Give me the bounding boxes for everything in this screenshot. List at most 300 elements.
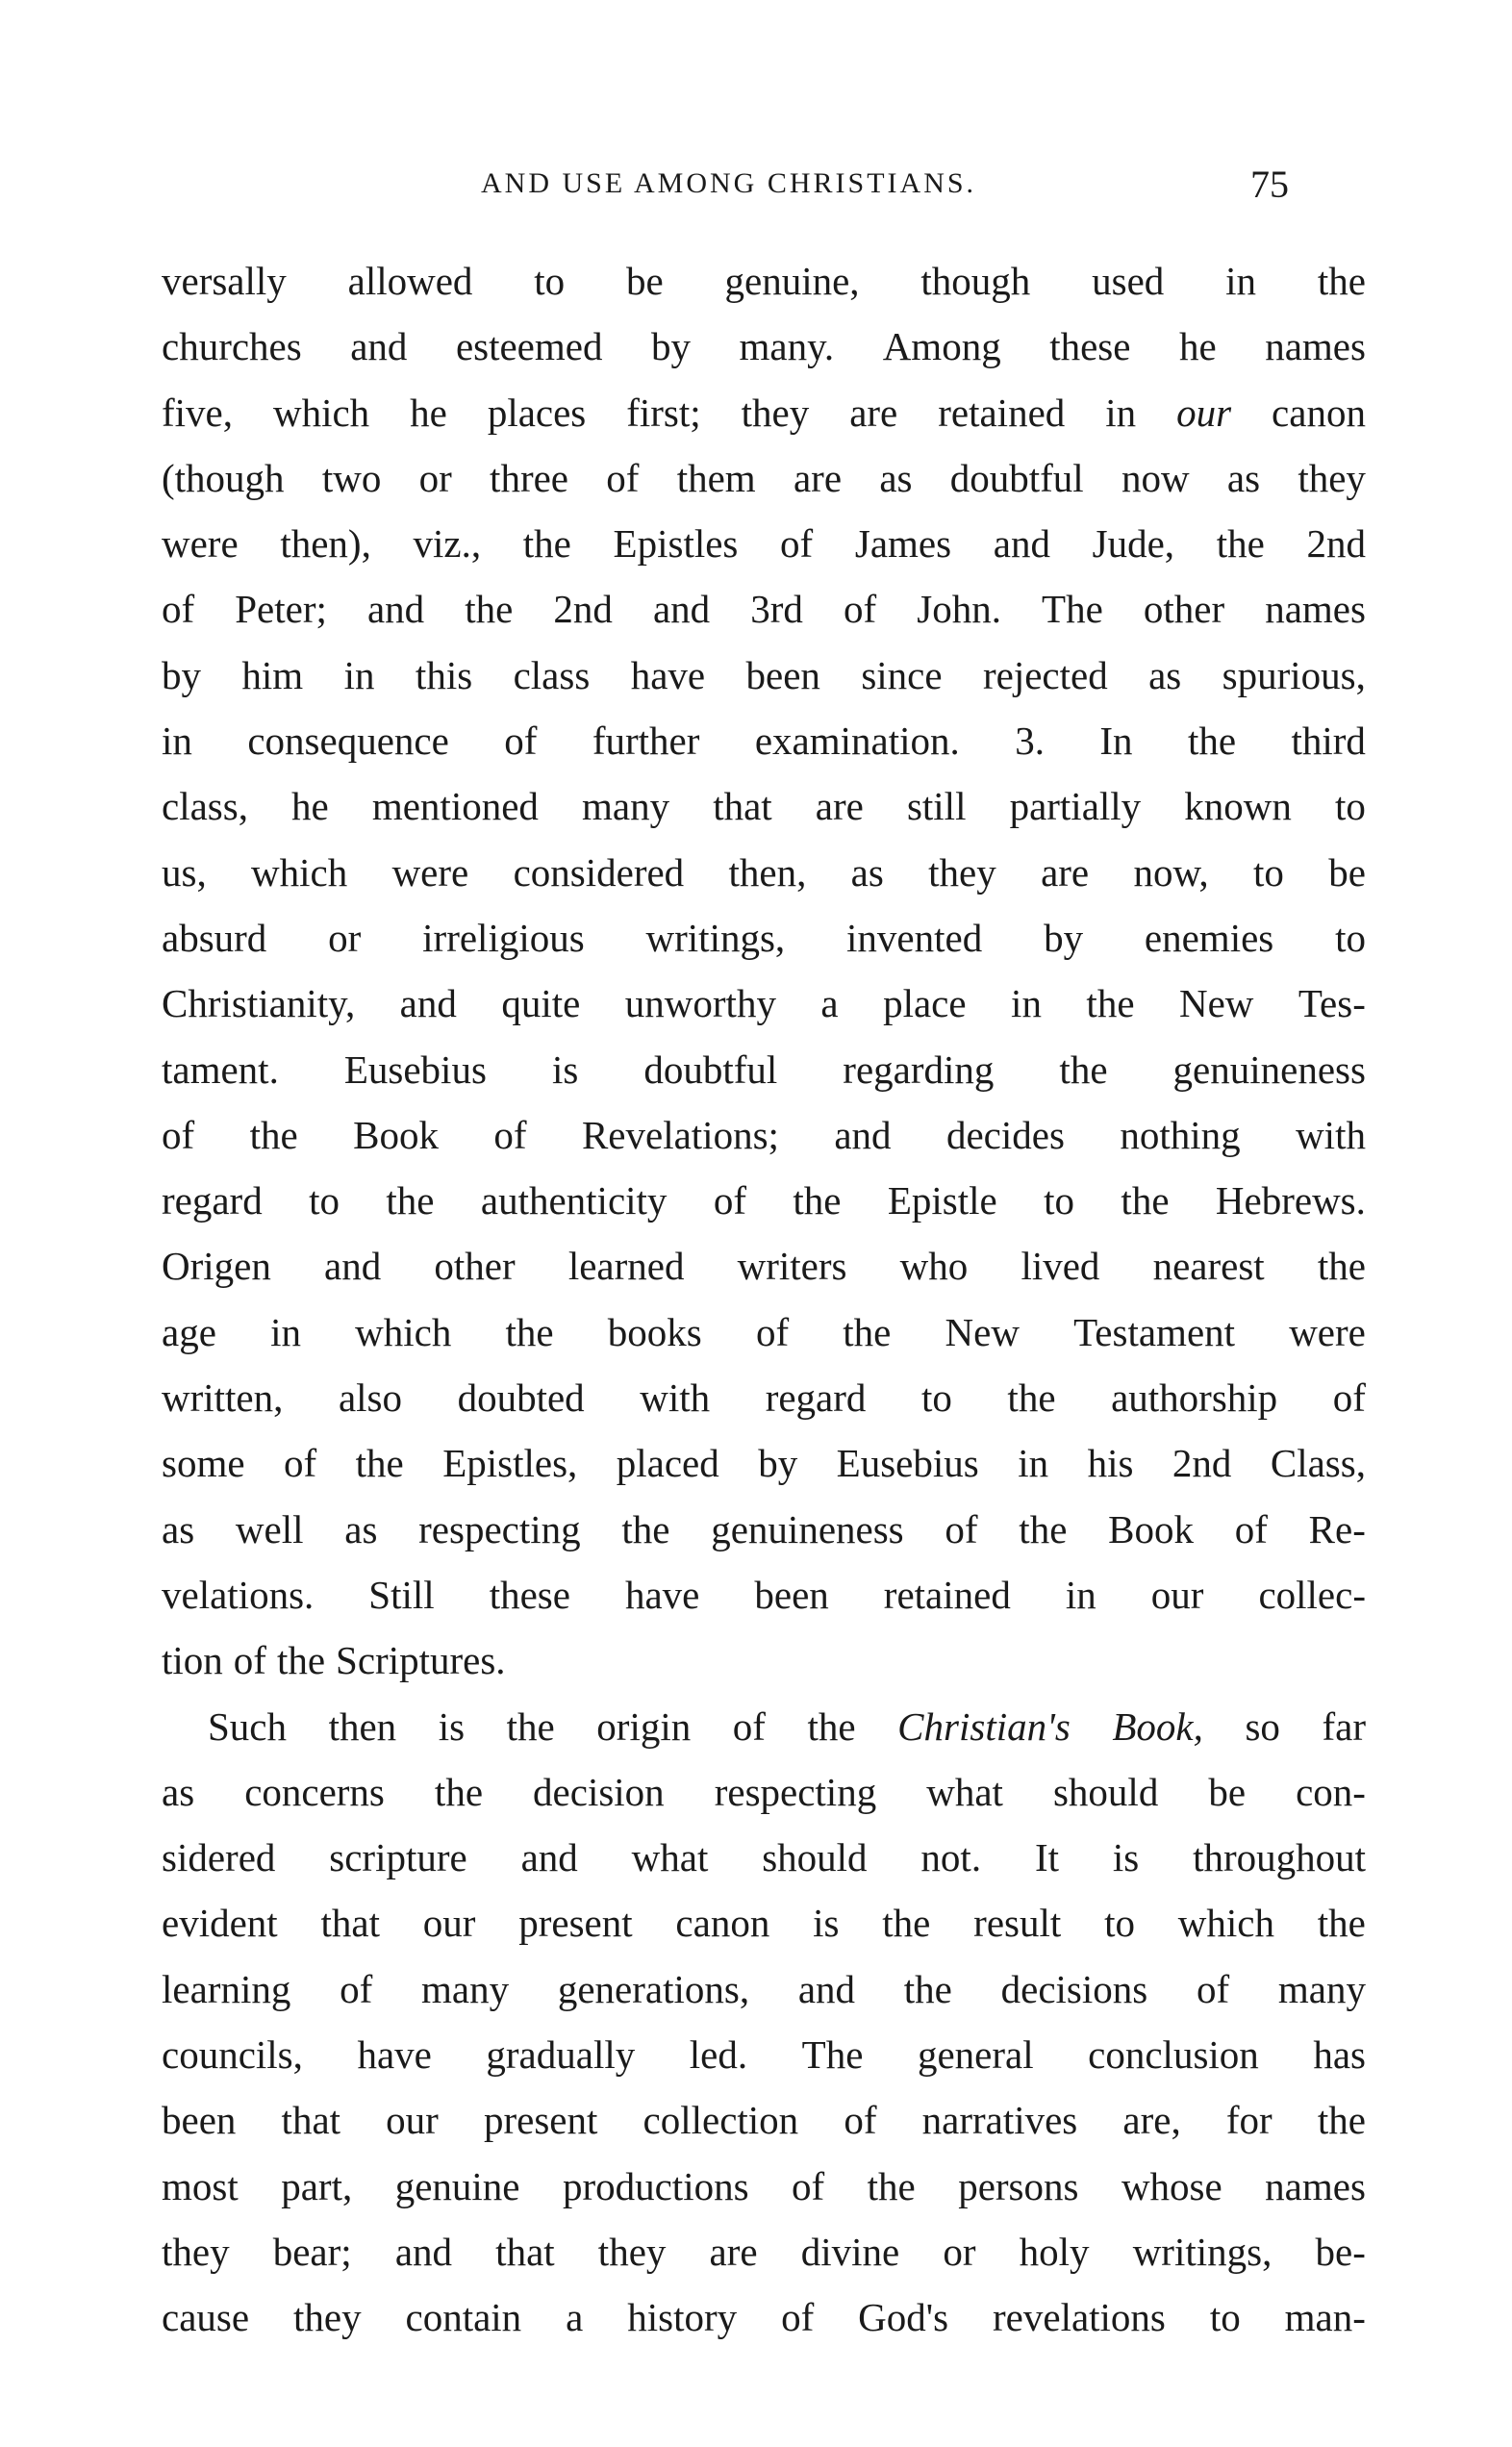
word: (though [162, 455, 285, 500]
text-line [162, 2097, 1366, 2162]
word: present [518, 1901, 633, 1946]
word: in [1225, 259, 1257, 303]
word: is [813, 1901, 840, 1946]
word: 3. [1015, 719, 1045, 764]
text-line [162, 849, 1366, 915]
word: mentioned [371, 784, 539, 829]
word: now [1121, 455, 1190, 500]
word: allowed [347, 259, 473, 303]
word: partially [1009, 784, 1142, 829]
word: for [1225, 2098, 1273, 2143]
word: the [1007, 1375, 1056, 1421]
word: in [270, 1309, 301, 1354]
word: used [1092, 259, 1165, 303]
word: he [291, 784, 329, 829]
text-line [162, 1375, 1366, 1440]
word: of [606, 455, 640, 500]
word: class [513, 652, 591, 697]
word: many [1277, 1966, 1366, 2011]
word: to [1209, 2295, 1241, 2340]
word: these [1049, 324, 1131, 369]
word: genuine, [724, 259, 860, 303]
word: decisions [1000, 1966, 1148, 2011]
word: that [320, 1901, 380, 1946]
word: and [399, 981, 457, 1026]
word: the [434, 1769, 484, 1814]
word: led. [689, 2032, 748, 2078]
word: been [162, 2098, 237, 2143]
word: the [386, 1178, 435, 1224]
text-line [162, 586, 1366, 651]
text-line [162, 520, 1366, 586]
word: as [344, 1506, 378, 1551]
word: they [162, 2229, 230, 2274]
word: the [843, 1309, 892, 1354]
word: Jude, [1092, 521, 1175, 567]
word: they [741, 390, 810, 435]
word: be- [1315, 2229, 1366, 2274]
word: Book, [1112, 1703, 1203, 1749]
word: Still [368, 1572, 435, 1617]
word: known [1184, 784, 1292, 829]
word: and [394, 2229, 453, 2274]
text-line [162, 1243, 1366, 1308]
word: Christianity, [162, 981, 356, 1026]
word: decides [945, 1112, 1065, 1157]
word: should [762, 1835, 868, 1880]
word: narratives [921, 2098, 1078, 2143]
word: New [945, 1309, 1020, 1354]
text-line [162, 718, 1366, 783]
word: or [943, 2229, 976, 2274]
text-line [162, 2031, 1366, 2097]
word: now, [1133, 849, 1209, 895]
word: to [1335, 915, 1366, 960]
word: Eusebius [836, 1441, 979, 1486]
word: though [920, 259, 1031, 303]
word: the [1187, 719, 1237, 764]
word: regarding [843, 1047, 995, 1092]
word: as [850, 849, 884, 895]
word: 2nd [1306, 521, 1366, 567]
word: the [1216, 521, 1265, 567]
word: the [506, 1703, 555, 1749]
word: of [713, 1178, 746, 1224]
word: Eusebius [343, 1047, 487, 1092]
text-line [162, 1047, 1366, 1112]
word: to [1044, 1178, 1075, 1224]
word: the [867, 2163, 916, 2208]
word: Epistles, [442, 1441, 578, 1486]
word: Epistles [613, 521, 739, 567]
word: the [882, 1901, 931, 1946]
word: of [792, 2163, 825, 2208]
word: canon [675, 1901, 770, 1946]
word: productions [562, 2163, 749, 2208]
word: as [162, 1769, 195, 1814]
word: further [592, 719, 700, 764]
word: Epistle [887, 1178, 997, 1224]
word: who [899, 1244, 969, 1289]
word: and [834, 1112, 892, 1157]
word: most [162, 2163, 239, 2208]
word: genuineness [1172, 1047, 1366, 1092]
word: contain [405, 2295, 522, 2340]
word: have [624, 1572, 700, 1617]
word: of [844, 2098, 877, 2143]
word: New [1178, 981, 1254, 1026]
word: Testament [1073, 1309, 1236, 1354]
word: The [801, 2032, 864, 2078]
word: which [251, 849, 348, 895]
word: by [758, 1441, 798, 1486]
word: as [1148, 652, 1182, 697]
word: to [1334, 784, 1366, 829]
text-line [162, 652, 1366, 718]
text-line [162, 2294, 1366, 2359]
word: rejected [982, 652, 1108, 697]
word: genuine [394, 2163, 520, 2208]
word: consequence [247, 719, 449, 764]
word: whose [1121, 2163, 1222, 2208]
word: and [652, 587, 711, 632]
word: unworthy [624, 981, 776, 1026]
body-text [162, 258, 1366, 2360]
text-line [162, 1506, 1366, 1572]
word: authorship [1111, 1375, 1278, 1421]
word: the [276, 1638, 326, 1683]
word: Class, [1270, 1441, 1366, 1486]
word: of [755, 1309, 790, 1354]
word: tament. [162, 1047, 279, 1092]
word: them [676, 455, 756, 500]
word: quite [501, 981, 581, 1026]
word: to [534, 259, 566, 303]
word: our [422, 1901, 476, 1946]
word: been [745, 652, 820, 697]
word: they [292, 2295, 362, 2340]
word: divine [800, 2229, 900, 2274]
word: or [418, 455, 452, 500]
text-line [162, 2163, 1366, 2229]
word: that [713, 784, 772, 829]
word: respecting [418, 1506, 581, 1551]
word: evident [162, 1901, 278, 1946]
word: 2nd [553, 587, 613, 632]
word: the [807, 1703, 856, 1749]
text-line [162, 2229, 1366, 2294]
word: of [233, 1638, 266, 1683]
word: decision [533, 1769, 665, 1814]
word: Book [353, 1112, 439, 1157]
word: James [854, 521, 952, 567]
word: churches [162, 324, 302, 369]
word: of [493, 1112, 527, 1157]
word: other [1143, 587, 1225, 632]
word: The [1042, 587, 1103, 632]
word: not. [920, 1835, 982, 1880]
word: also [338, 1375, 402, 1421]
word: learning [162, 1966, 291, 2011]
word: far [1322, 1703, 1366, 1749]
word: retained [938, 390, 1066, 435]
word: Such [208, 1703, 287, 1749]
word: are [709, 2229, 758, 2274]
word: enemies [1144, 915, 1274, 960]
text-line [162, 455, 1366, 520]
word: is [1112, 1835, 1140, 1880]
word: by [162, 652, 201, 697]
word: of [162, 1112, 195, 1157]
word: age [162, 1309, 216, 1354]
word: writings, [645, 915, 786, 960]
word: genuineness [711, 1506, 904, 1551]
word: they [597, 2229, 667, 2274]
word: nothing [1120, 1112, 1241, 1157]
word: our [386, 2098, 439, 2143]
word: the [1059, 1047, 1108, 1092]
word: Christian's [897, 1703, 1071, 1749]
word: Book [1108, 1506, 1194, 1551]
word: doubtful [949, 455, 1084, 500]
word: the [1121, 1178, 1170, 1224]
word: of [284, 1441, 317, 1486]
word: Peter; [235, 587, 327, 632]
word: names [1265, 587, 1366, 632]
word: still [906, 784, 967, 829]
word: third [1291, 719, 1366, 764]
word: some [162, 1441, 245, 1486]
word: general [917, 2032, 1034, 2078]
text-line [162, 323, 1366, 389]
word: and [797, 1966, 856, 2011]
word: doubtful [643, 1047, 778, 1092]
word: places [487, 390, 587, 435]
page-number: 75 [1250, 163, 1289, 206]
word: then), [280, 521, 371, 567]
word: Scriptures. [336, 1638, 506, 1683]
word: with [1296, 1112, 1366, 1157]
word: spurious, [1222, 652, 1366, 697]
word: versally [162, 259, 287, 303]
word: the [1019, 1506, 1068, 1551]
word: many. [739, 324, 835, 369]
word: to [1104, 1901, 1135, 1946]
word: the [465, 587, 514, 632]
word: by [650, 324, 691, 369]
word: regard [162, 1178, 263, 1224]
word: the [1086, 981, 1135, 1026]
word: the [1317, 259, 1366, 303]
word: they [928, 849, 996, 895]
word: are [815, 784, 864, 829]
word: in [162, 719, 192, 764]
word: of [162, 587, 195, 632]
word: collec- [1258, 1572, 1366, 1617]
word: 2nd [1172, 1441, 1232, 1486]
word: Revelations; [581, 1112, 779, 1157]
word: have [357, 2032, 432, 2078]
word: the [1317, 2098, 1366, 2143]
word: the [1317, 1901, 1366, 1946]
word: as [1226, 455, 1261, 500]
word: the [903, 1966, 952, 2011]
word: and [520, 1835, 578, 1880]
word: con- [1296, 1769, 1366, 1814]
word: names [1265, 324, 1366, 369]
word: they [1298, 455, 1366, 500]
text-line [162, 258, 1366, 323]
word: writers [737, 1244, 847, 1289]
word: that [495, 2229, 555, 2274]
text-line [162, 390, 1366, 455]
word: as [879, 455, 913, 500]
word: the [355, 1441, 404, 1486]
word: other [434, 1244, 516, 1289]
word: what [926, 1769, 1003, 1814]
word: conclusion [1088, 2032, 1259, 2078]
word: him [241, 652, 304, 697]
word: lived [1021, 1244, 1100, 1289]
word: cause [162, 2295, 250, 2340]
word: by [1044, 915, 1084, 960]
word: which [272, 390, 370, 435]
word: has [1313, 2032, 1366, 2078]
word: of [1196, 1966, 1230, 2011]
word: in [1105, 390, 1137, 435]
word: names [1265, 2163, 1366, 2208]
word: what [631, 1835, 709, 1880]
word: of [780, 521, 814, 567]
word: examination. [754, 719, 960, 764]
word: the [1317, 1244, 1366, 1289]
word: should [1052, 1769, 1159, 1814]
word: persons [958, 2163, 1079, 2208]
word: of [945, 1506, 978, 1551]
word: Re- [1308, 1506, 1366, 1551]
word: books [607, 1309, 702, 1354]
word: five, [162, 390, 233, 435]
word: many [582, 784, 670, 829]
word: revelations [993, 2295, 1166, 2340]
text-line [162, 1309, 1366, 1375]
word: which [355, 1309, 452, 1354]
word: then [328, 1703, 397, 1749]
text-line [162, 1440, 1366, 1505]
word: the [522, 521, 571, 567]
word: the [621, 1506, 670, 1551]
word: is [551, 1047, 579, 1092]
word: writings, [1132, 2229, 1273, 2274]
word: in [1065, 1572, 1096, 1617]
word: place [883, 981, 967, 1026]
word: canon [1272, 390, 1366, 435]
text-line [162, 915, 1366, 980]
word: these [489, 1572, 570, 1617]
word: of [340, 1966, 373, 2011]
word: our [1176, 390, 1232, 435]
word: tion [162, 1638, 223, 1683]
word: of [1332, 1375, 1366, 1421]
word: sidered [162, 1835, 276, 1880]
word: and [324, 1244, 382, 1289]
word: invented [846, 915, 983, 960]
word: the [249, 1112, 298, 1157]
word: history [627, 2295, 738, 2340]
word: John. [917, 587, 1001, 632]
word: well [235, 1506, 304, 1551]
word: the [505, 1309, 554, 1354]
word: to [920, 1375, 952, 1421]
word: in [1018, 1441, 1049, 1486]
word: 3rd [750, 587, 803, 632]
word: Origen [162, 1244, 271, 1289]
word: which [1177, 1901, 1274, 1946]
text-line [162, 783, 1366, 848]
word: scripture [329, 1835, 467, 1880]
text-line [162, 980, 1366, 1046]
word: regard [765, 1375, 867, 1421]
word: the [793, 1178, 842, 1224]
word: of [1234, 1506, 1268, 1551]
word: esteemed [455, 324, 603, 369]
word: to [1253, 849, 1284, 895]
word: class, [162, 784, 248, 829]
word: bear; [272, 2229, 352, 2274]
word: that [281, 2098, 341, 2143]
word: first; [626, 390, 701, 435]
running-title: AND USE AMONG CHRISTIANS. [481, 167, 977, 199]
word: are [1041, 849, 1090, 895]
word: Hebrews. [1215, 1178, 1366, 1224]
word: were [1289, 1309, 1366, 1354]
word: in [1011, 981, 1042, 1026]
text-line [162, 1900, 1366, 1965]
word: as [162, 1506, 195, 1551]
word: a [820, 981, 839, 1026]
word: concerns [244, 1769, 385, 1814]
word: three [490, 455, 568, 500]
text-line [162, 1966, 1366, 2031]
word: of [844, 587, 877, 632]
word: throughout [1193, 1835, 1366, 1880]
word: be [1328, 849, 1366, 895]
word: he [1178, 324, 1217, 369]
text-line [162, 1834, 1366, 1900]
word: generations, [557, 1966, 750, 2011]
word: since [861, 652, 943, 697]
word: placed [616, 1441, 719, 1486]
running-head [0, 162, 1512, 219]
word: two [321, 455, 382, 500]
word: Among [882, 324, 1001, 369]
word: doubted [457, 1375, 585, 1421]
word: holy [1019, 2229, 1090, 2274]
word: be [1208, 1769, 1247, 1814]
word: gradually [486, 2032, 636, 2078]
word: are, [1122, 2098, 1181, 2143]
word: considered [513, 849, 685, 895]
word: he [410, 390, 447, 435]
word: written, [162, 1375, 284, 1421]
word: authenticity [480, 1178, 668, 1224]
text-line [162, 1112, 1366, 1177]
word: absurd [162, 915, 267, 960]
word: Tes- [1298, 981, 1366, 1026]
word: are [793, 455, 843, 500]
word: velations. [162, 1572, 315, 1617]
word: part, [281, 2163, 353, 2208]
